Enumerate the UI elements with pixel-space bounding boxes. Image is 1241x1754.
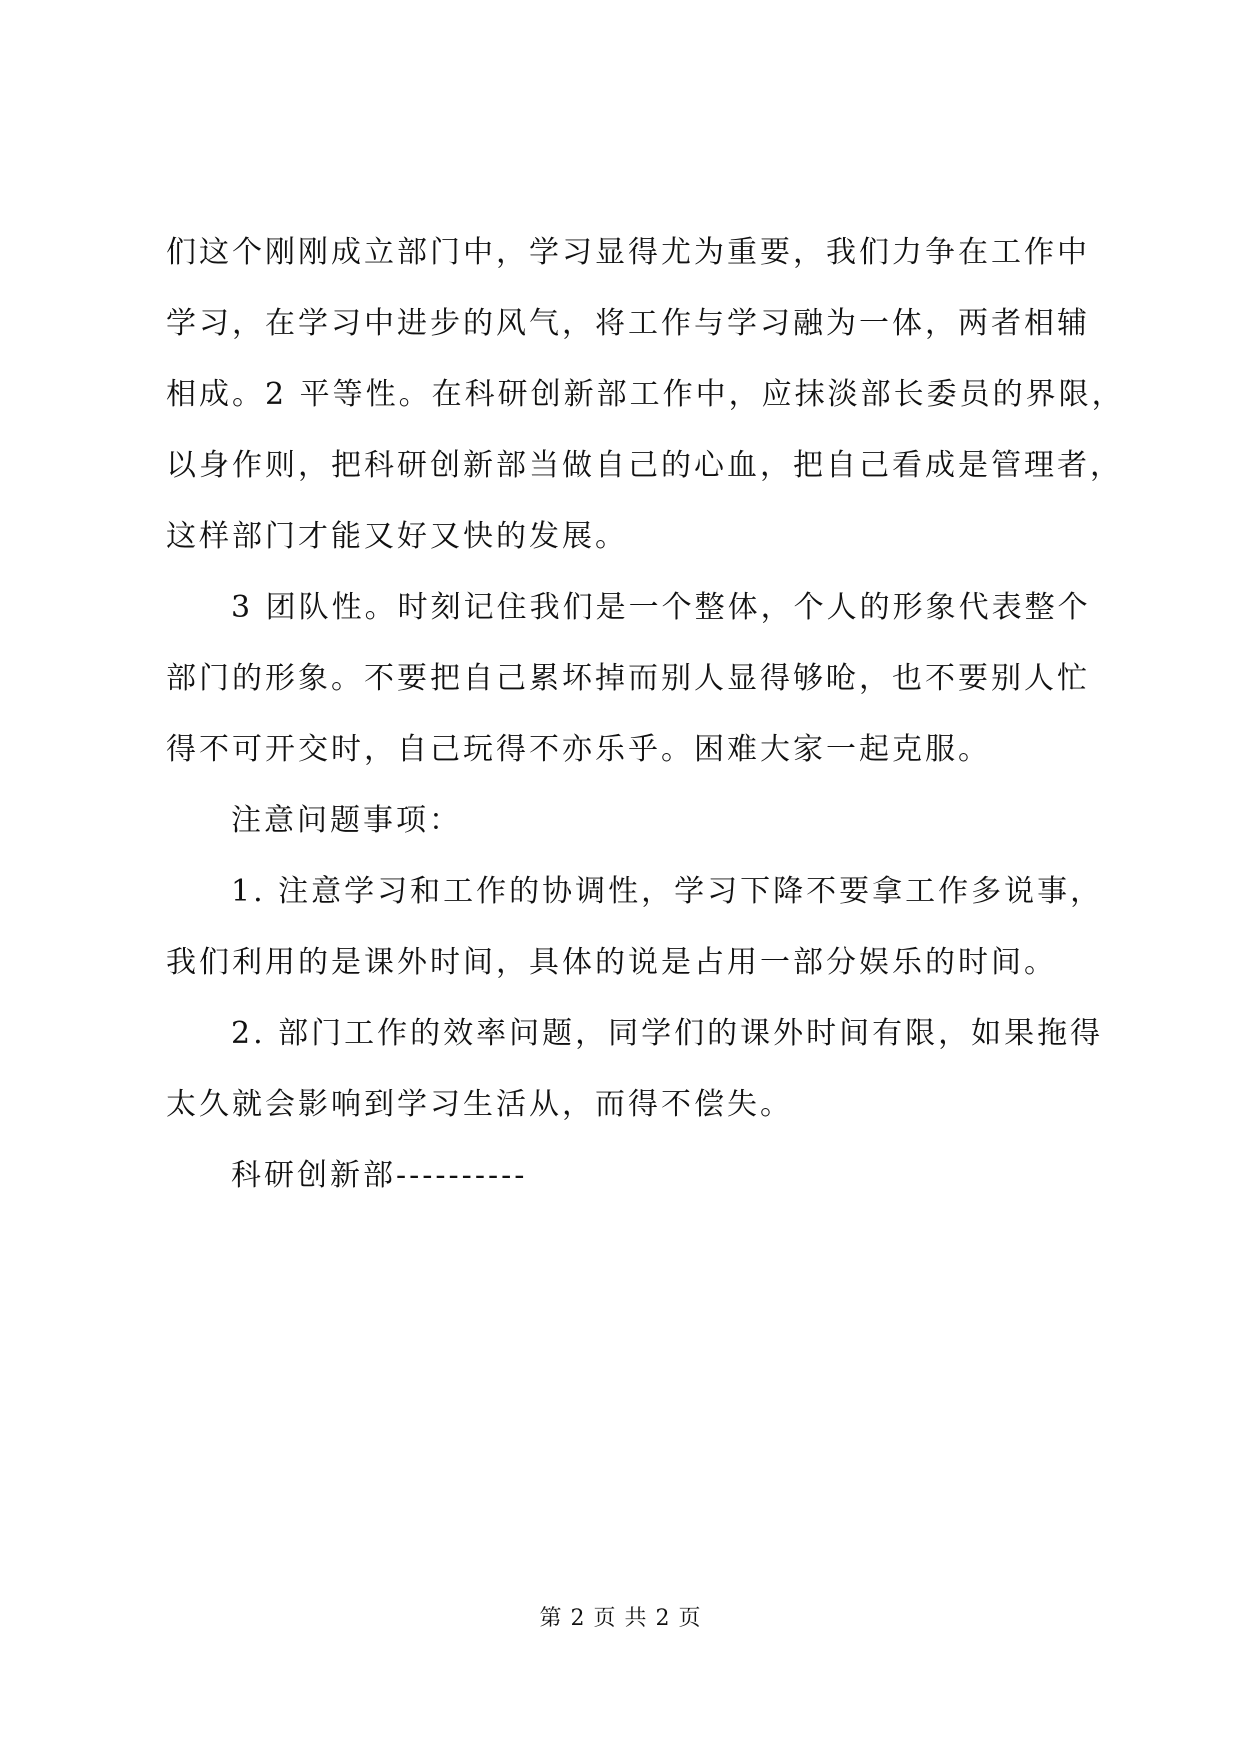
paragraph-line: 部门的形象。不要把自己累坏掉而别人显得够呛，也不要别人忙 bbox=[166, 661, 1090, 696]
paragraph-line: 们这个刚刚成立部门中，学习显得尤为重要，我们力争在工作中 bbox=[166, 235, 1090, 270]
list-item-line: 我们利用的是课外时间，具体的说是占用一部分娱乐的时间。 bbox=[166, 945, 1057, 980]
signature-line: 科研创新部---------- bbox=[231, 1158, 528, 1193]
paragraph-line: 这样部门才能又好又快的发展。 bbox=[166, 519, 628, 554]
paragraph-line: 得不可开交时，自己玩得不亦乐乎。困难大家一起克服。 bbox=[166, 732, 991, 767]
list-item-line: 2. 部门工作的效率问题，同学们的课外时间有限，如果拖得 bbox=[231, 1016, 1104, 1051]
paragraph-line: 相成。2 平等性。在科研创新部工作中，应抹淡部长委员的界限， bbox=[166, 377, 1125, 412]
list-item-line: 1. 注意学习和工作的协调性，学习下降不要拿工作多说事， bbox=[231, 874, 1104, 909]
list-item-line: 太久就会影响到学习生活从，而得不偿失。 bbox=[166, 1087, 793, 1122]
page-number-footer: 第 2 页 共 2 页 bbox=[539, 1606, 702, 1631]
paragraph-line: 以身作则，把科研创新部当做自己的心血，把自己看成是管理者， bbox=[166, 448, 1123, 483]
section-heading: 注意问题事项： bbox=[231, 803, 462, 838]
paragraph-line: 3 团队性。时刻记住我们是一个整体，个人的形象代表整个 bbox=[231, 590, 1091, 625]
paragraph-line: 学习，在学习中进步的风气，将工作与学习融为一体，两者相辅 bbox=[166, 306, 1090, 341]
